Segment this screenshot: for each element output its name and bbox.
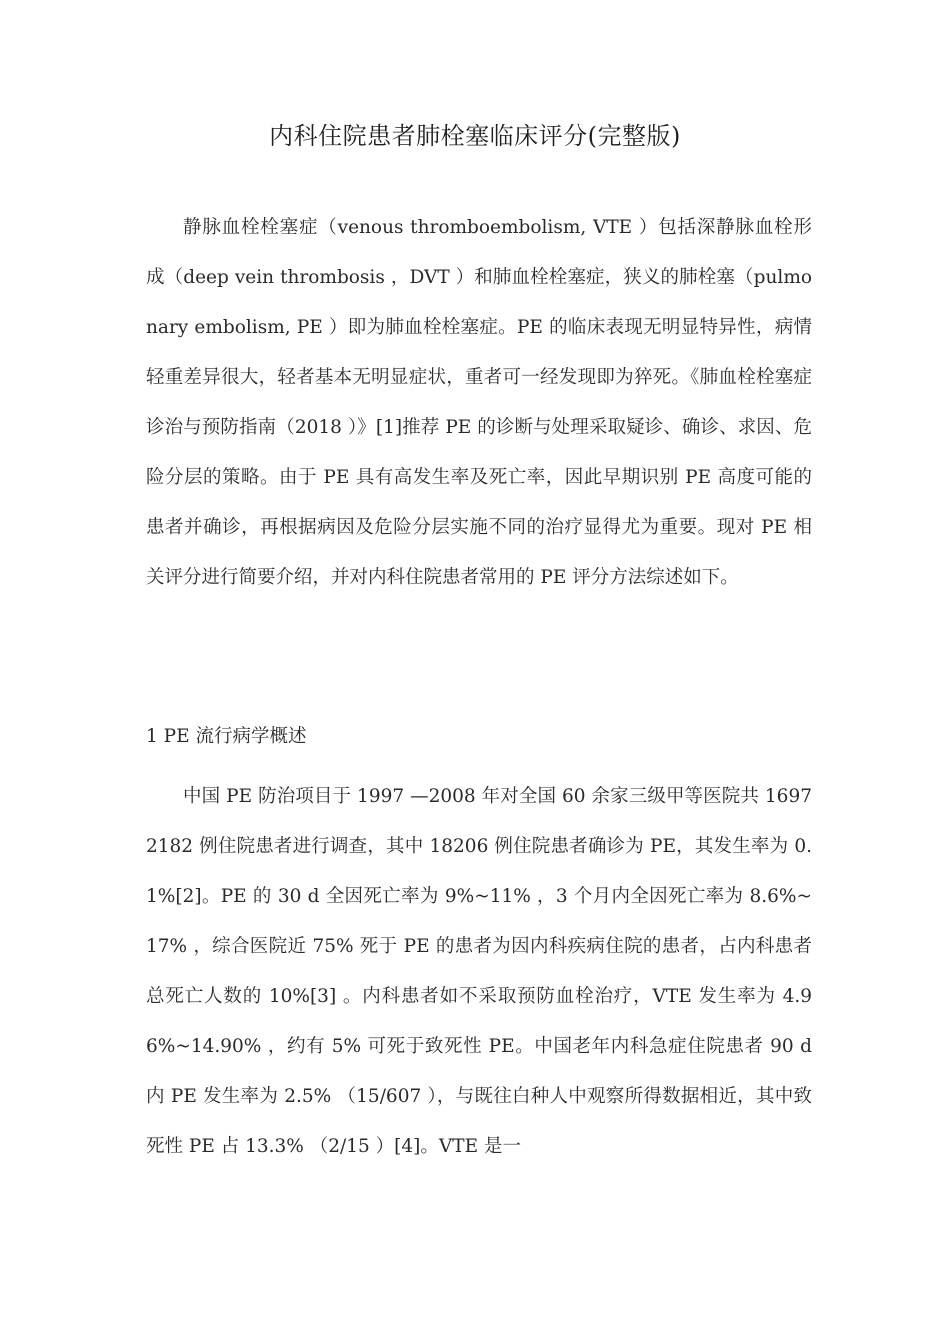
section-heading: 1 PE 流行病学概述 <box>146 726 307 747</box>
document-title: 内科住院患者肺栓塞临床评分(完整版) <box>269 122 681 150</box>
intro-paragraph: 静脉血栓栓塞症（venous thromboembolism, VTE ）包括深静脉血栓形成（deep vein thrombosis ，DVT ）和肺血栓栓塞症，狭义的肺栓塞（pulmonary embolism, PE ）即为肺血栓栓塞症。PE 的临床表现无明显特异性，病情轻重差异很大，轻者基本无明显症状，重者可一经发现即为猝死。《肺血栓栓塞症诊治与预防指南（2018 ）》[1]推荐 PE 的诊断与处理采取疑诊、确诊、求因、危险分层的策略。由于 PE 具有高发生率及死亡率，因此早期识别 PE 高度可能的患者并确诊，再根据病因及危险分层实施不同的治疗显得尤为重要。现对 PE 相关评分进行简要介绍，并对内科住院患者常用的 PE 评分方法综述如下。 <box>146 217 812 588</box>
epidemiology-paragraph: 中国 PE 防治项目于 1997 —2008 年对全国 60 余家三级甲等医院共 16972182 例住院患者进行调查，其中 18206 例住院患者确诊为 PE，其发生率为 0.1%[2]。PE 的 30 d 全因死亡率为 9%~11% ，3 个月内全因死亡率为 8.6%~17% ，综合医院近 75% 死于 PE 的患者为因内科疾病住院的患者，占内科患者总死亡人数的 10%[3] 。内科患者如不采取预防血栓治疗，VTE 发生率为 4.96%~14.90% ，约有 5% 可死于致死性 PE。中国老年内科急症住院患者 90 d 内 PE 发生率为 2.5% （15/607 ），与既往白种人中观察所得数据相近，其中致死性 PE 占 13.3% （2/15 ）[4]。VTE 是一 <box>146 786 812 1157</box>
